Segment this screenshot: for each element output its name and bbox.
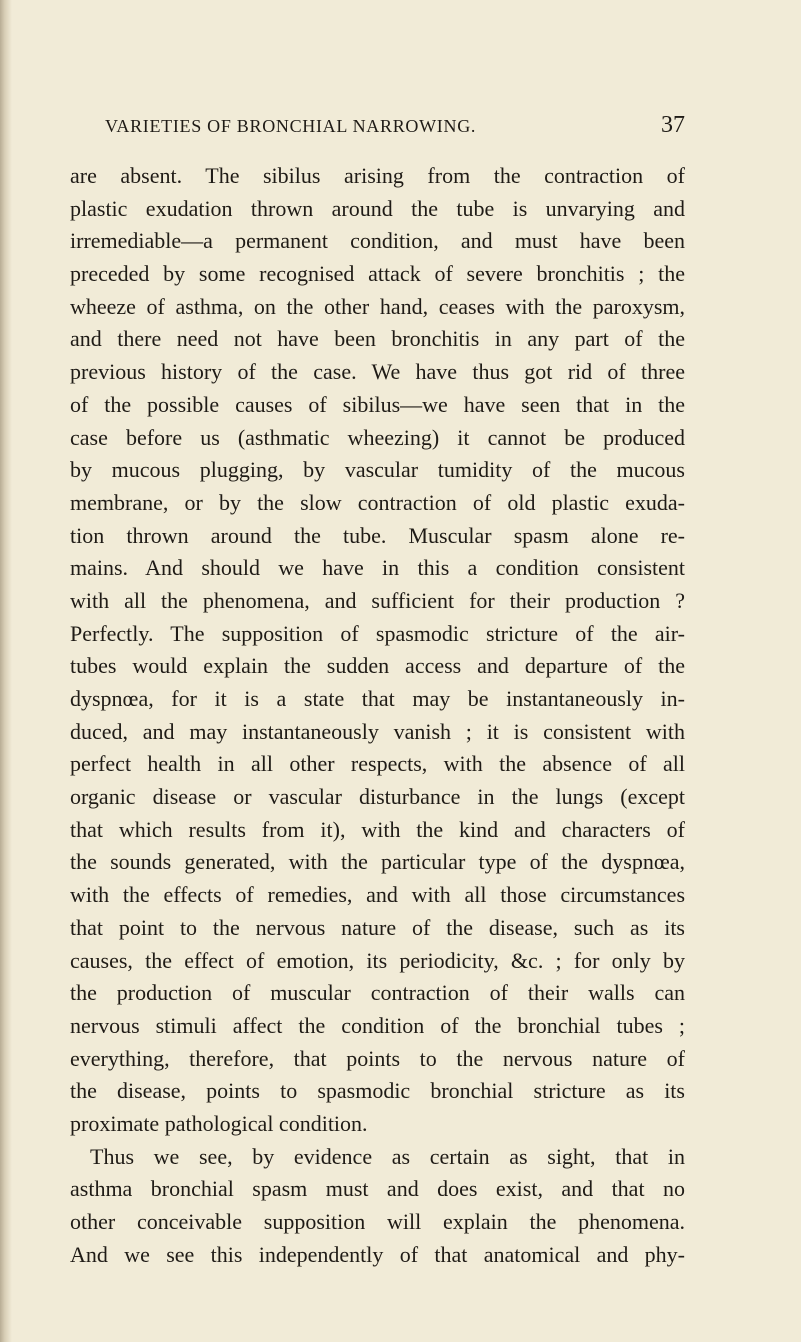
page-number: 37	[661, 112, 685, 138]
text-line: by mucous plugging, by vascular tumidity of the mucous	[70, 457, 685, 483]
text-line: plastic exudation thrown around the tube is unvarying and	[70, 195, 685, 221]
text-line: And we see this independently of that anatomical and phy-	[70, 1241, 685, 1267]
text-line: membrane, or by the slow contraction of old plastic exuda-	[70, 489, 685, 515]
text-line: that point to the nervous nature of the disease, such as its	[70, 914, 685, 940]
text-line: the sounds generated, with the particular type of the dyspnœa,	[70, 849, 685, 875]
text-line: dyspnœa, for it is a state that may be instantaneously in-	[70, 686, 685, 711]
page-header	[105, 112, 685, 142]
page-edge-shadow	[0, 0, 12, 1342]
running-title: VARIETIES OF BRONCHIAL NARROWING.	[105, 116, 477, 136]
text-line: with the effects of remedies, and with all those circumstances	[70, 882, 685, 908]
text-line: causes, the effect of emotion, its periodicity, &c. ; for only by	[70, 947, 685, 973]
text-line: the production of muscular contraction of their walls can	[70, 980, 685, 1006]
text-line: other conceivable supposition will explain the phenomena.	[70, 1209, 685, 1234]
text-line: the disease, points to spasmodic bronchial stricture as its	[70, 1078, 685, 1104]
text-line: and there need not have been bronchitis in any part of the	[70, 326, 685, 352]
text-line: that which results from it), with the kind and characters of	[70, 816, 685, 842]
text-line: tion thrown around the tube. Muscular spasm alone re-	[70, 522, 685, 548]
text-line: mains. And should we have in this a condition consistent	[70, 555, 685, 581]
paragraph-start-line: Thus we see, by evidence as certain as sight, that in	[90, 1143, 685, 1169]
text-line: wheeze of asthma, on the other hand, ceases with the paroxysm,	[70, 293, 685, 319]
text-line: of the possible causes of sibilus—we have seen that in the	[70, 391, 685, 417]
text-line: irremediable—a permanent condition, and must have been	[70, 228, 685, 254]
text-line: perfect health in all other respects, with the absence of all	[70, 751, 685, 777]
text-line: case before us (asthmatic wheezing) it cannot be produced	[70, 424, 685, 450]
text-line: preceded by some recognised attack of severe bronchitis ; the	[70, 261, 685, 287]
text-line: are absent. The sibilus arising from the contraction of	[70, 163, 685, 188]
text-line: previous history of the case. We have thus got rid of three	[70, 359, 685, 385]
paragraph-end-line: proximate pathological condition.	[70, 1110, 368, 1136]
text-line: asthma bronchial spasm must and does exist, and that no	[70, 1176, 685, 1202]
text-line: tubes would explain the sudden access and departure of the	[70, 653, 685, 679]
text-line: nervous stimuli affect the condition of the bronchial tubes ;	[70, 1012, 685, 1038]
text-line: duced, and may instantaneously vanish ; it is consistent with	[70, 718, 685, 744]
body-text	[70, 160, 685, 1271]
text-line: everything, therefore, that points to the nervous nature of	[70, 1045, 685, 1071]
text-line: with all the phenomena, and sufficient for their production ?	[70, 587, 685, 613]
text-line: organic disease or vascular disturbance in the lungs (except	[70, 784, 685, 810]
text-line: Perfectly. The supposition of spasmodic stricture of the air-	[70, 620, 685, 646]
